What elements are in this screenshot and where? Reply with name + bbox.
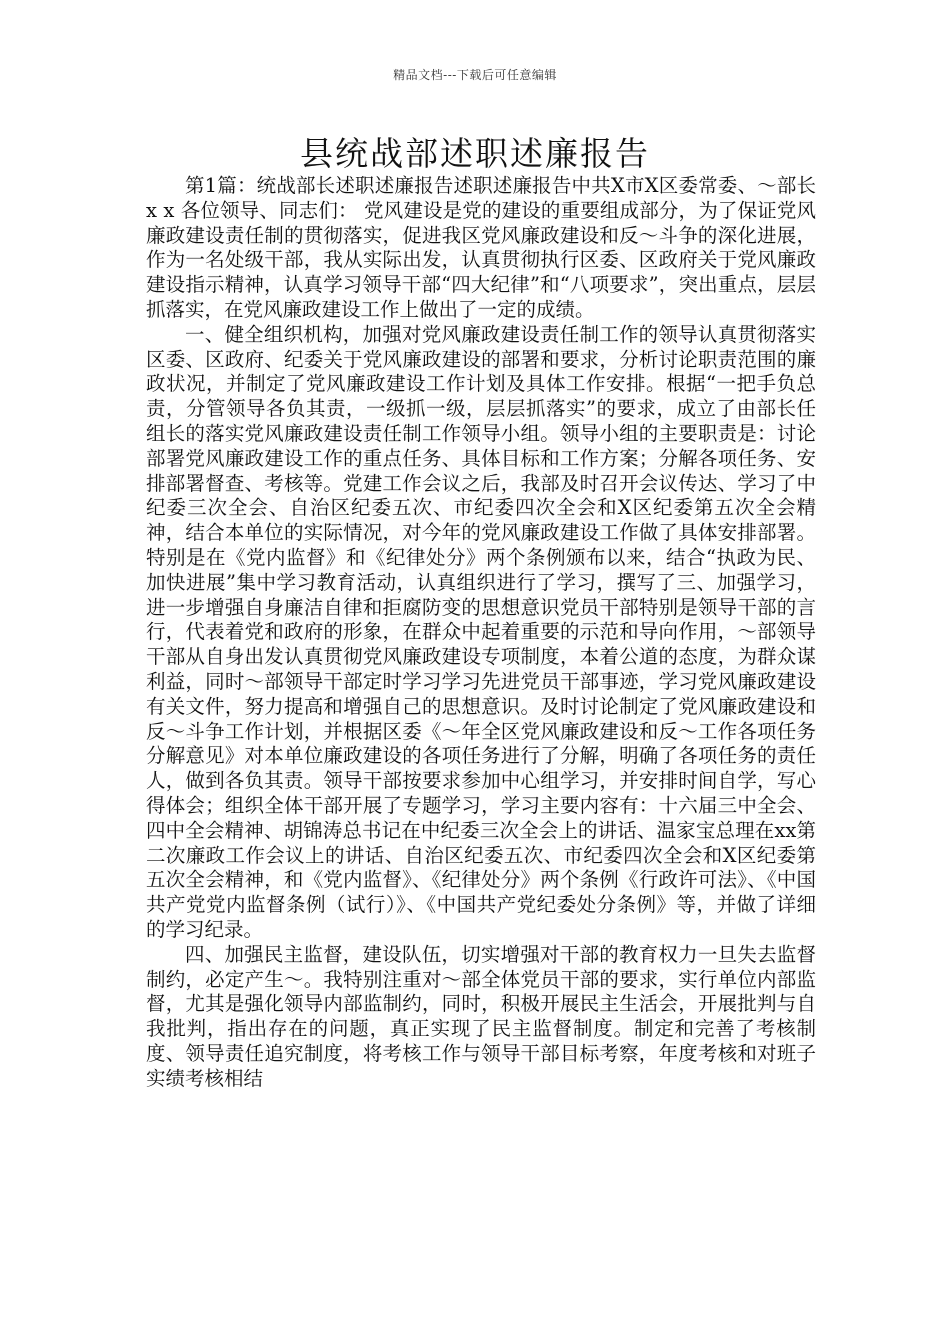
paragraph-section-one: 一、健全组织机构，加强对党风廉政建设责任制工作的领导认真贯彻落实区委、区政府、纪委关于党风廉政建设的部署和要求，分析讨论职责范围的廉政状况，并制定了党风廉政建设工作计划及具体工作安排。根据“一把手负总责，分管领导各负其责，一级抓一级，层层抓落实”的要求，成立了由部长任组长的落实党风廉政建设责任制工作领导小组。领导小组的主要职责是：讨论部署党风廉政建设工作的重点任务、具体目标和工作方案；分解各项任务、安排部署督查、考核等。党建工作会议之后，我部及时召开会议传达、学习了中纪委三次全会、自治区纪委五次、市纪委四次全会和X区纪委第五次全会精神，结合本单位的实际情况，对今年的党风廉政建设工作做了具体安排部署。特别是在《党内监督》和《纪律处分》两个条例颁布以来，结合“执政为民、加快进展”集中学习教育活动，认真组织进行了学习，撰写了三、加强学习，进一步增强自身廉洁自律和拒腐防变的思想意识党员干部特别是领导干部的言行，代表着党和政府的形象，在群众中起着重要的示范和导向作用，～部领导干部从自身出发认真贯彻党风廉政建设专项制度，本着公道的态度，为群众谋利益，同时～部领导干部定时学习学习先进党员干部事迹，学习党风廉政建设有关文件，努力提高和增强自己的思想意识。及时讨论制定了党风廉政建设和反～斗争工作计划，并根据区委《～年全区党风廉政建设和反～工作各项任务分解意见》对本单位廉政建设的各项任务进行了分解，明确了各项任务的责任人，做到各负其责。领导干部按要求参加中心组学习，并安排时间自学，写心得体会；组织全体干部开展了专题学习，学习主要内容有：十六届三中全会、四中全会精神、胡锦涛总书记在中纪委三次全会上的讲话、温家宝总理在xx第二次廉政工作会议上的讲话、自治区纪委五次、市纪委四次全会和X区纪委第五次全会精神，和《党内监督》、《纪律处分》两个条例《行政许可法》、《中国共产党党内监督条例（试行）》、《中国共产党纪委处分条例》等，并做了详细的学习纪录。 — [146, 322, 816, 941]
document-title: 县统战部述职述廉报告 — [300, 134, 650, 173]
document-body — [146, 174, 816, 1091]
header-note: 精品文档---下载后可任意编辑 — [393, 68, 557, 82]
paragraph-section-four: 四、加强民主监督，建设队伍，切实增强对干部的教育权力一旦失去监督制约，必定产生～。我特别注重对～部全体党员干部的要求，实行单位内部监督，尤其是强化领导内部监制约，同时，积极开展民主生活会，开展批判与自我批判，指出存在的问题，真正实现了民主监督制度。制定和完善了考核制度、领导责任追究制度，将考核工作与领导干部目标考察，年度考核和对班子实绩考核相结 — [146, 942, 816, 1090]
paragraph-intro: 第1篇：统战部长述职述廉报告述职述廉报告中共X市X区委常委、～部长 x x 各位领导、同志们： 党风建设是党的建设的重要组成部分，为了保证党风廉政建设责任制的贯彻落实，促进我区党风廉政建设和反～斗争的深化进展，作为一名处级干部，我从实际出发，认真贯彻执行区委、区政府关于党风廉政建设指示精神，认真学习领导干部“四大纪律”和“八项要求”，突出重点，层层抓落实，在党风廉政建设工作上做出了一定的成绩。 — [146, 174, 816, 321]
